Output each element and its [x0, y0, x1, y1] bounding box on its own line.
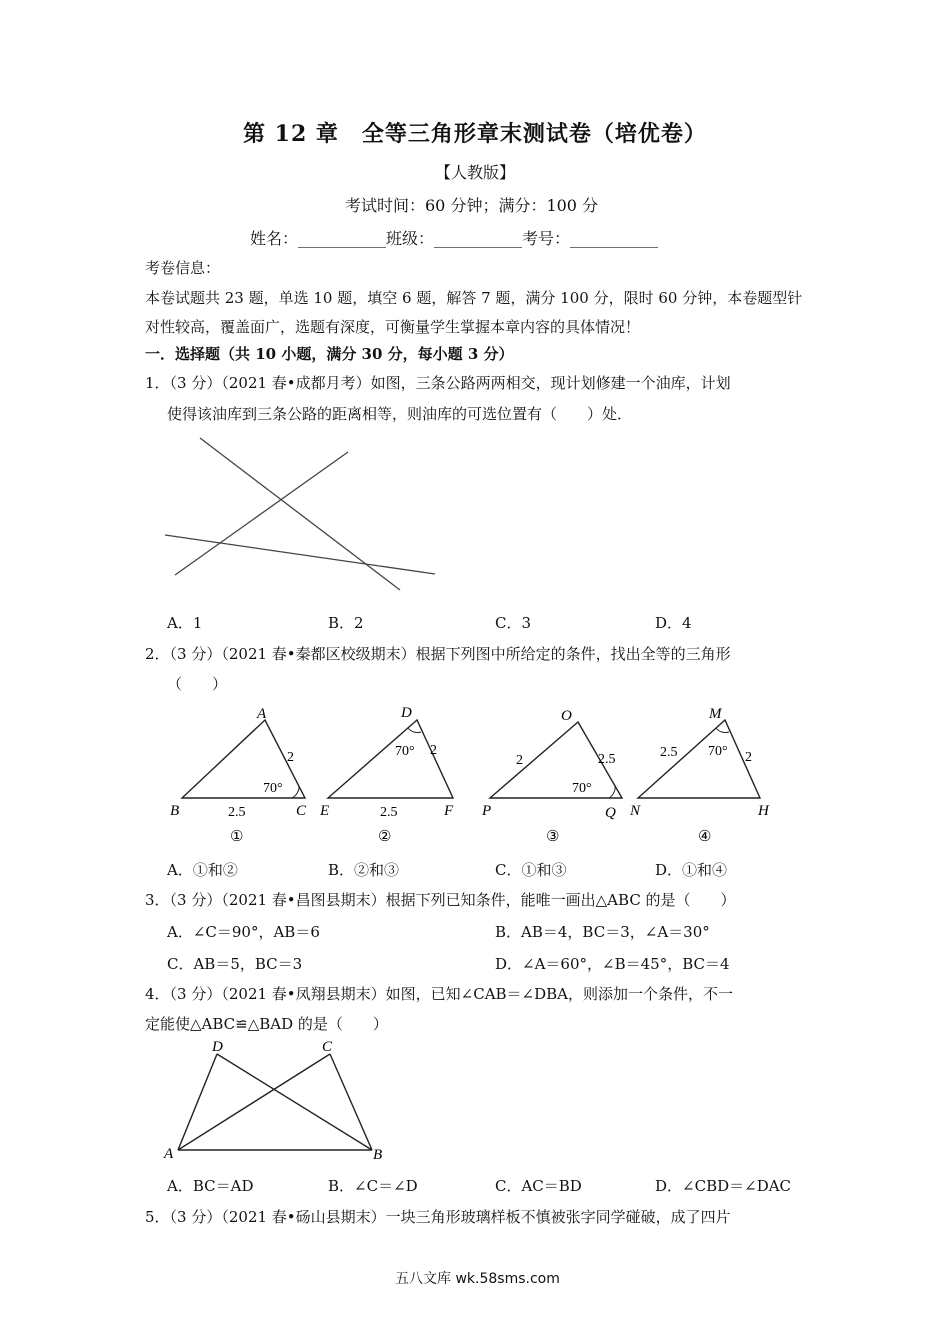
t3-angle: 70° [572, 781, 592, 796]
t2-side-right: 2 [430, 743, 437, 758]
edition-label: 【人教版】 [435, 163, 516, 182]
t3-side-left: 2 [516, 753, 523, 768]
q4-option-a[interactable]: A．BC＝AD [167, 1177, 254, 1195]
student-fields: 姓名：___________班级：___________考号：___________ [250, 229, 659, 248]
t2-angle: 70° [395, 744, 415, 759]
t2-side-bottom: 2.5 [380, 805, 398, 820]
t1-vertex-left: B [170, 803, 180, 819]
t1-side-right: 2 [287, 750, 294, 765]
section-heading: 一．选择题（共 10 小题，满分 30 分，每小题 3 分） [145, 345, 514, 363]
t1-vertex-top: A [257, 706, 267, 722]
q1-line-2: 使得该油库到三条公路的距离相等，则油库的可选位置有（ ）处． [167, 405, 633, 423]
t1-vertex-right: C [296, 803, 307, 819]
t1-angle: 70° [263, 781, 283, 796]
q3-option-d[interactable]: D．∠A＝60°，∠B＝45°，BC＝4 [495, 955, 730, 973]
triangle-1 [170, 706, 307, 845]
q4-option-d[interactable]: D．∠CBD＝∠DAC [655, 1177, 792, 1195]
q4-line-1: 4．（3 分）（2021 春•凤翔县期末）如图，已知∠CAB＝∠DBA，则添加一个条件，不一 [145, 985, 733, 1003]
q1-roads-figure [160, 432, 450, 602]
page-title: 第 12 章 全等三角形章末测试卷（培优卷） [243, 121, 707, 147]
q4-option-c[interactable]: C．AC＝BD [495, 1177, 582, 1195]
triangle-4 [629, 706, 770, 845]
q4-line-2: 定能使△ABC≌△BAD 的是（ ） [145, 1015, 388, 1033]
segment-cb [330, 1054, 372, 1150]
segment-ac [178, 1054, 330, 1150]
t4-vertex-top: M [709, 706, 722, 722]
q4-option-b[interactable]: B．∠C＝∠D [328, 1177, 418, 1195]
q1-line-1: 1．（3 分）（2021 春•成都月考）如图，三条公路两两相交，现计划修建一个油库，计划 [145, 374, 731, 392]
t4-vertex-right: H [758, 803, 769, 819]
q2-option-d[interactable]: D．①和④ [655, 861, 728, 879]
t4-side-left: 2.5 [660, 745, 678, 760]
q2-option-b[interactable]: B．②和③ [328, 861, 400, 879]
t3-number: ③ [546, 829, 560, 845]
q4-vertex-b: B [373, 1147, 383, 1163]
road-line-2 [175, 452, 348, 575]
q3-option-a[interactable]: A．∠C＝90°，AB＝6 [167, 923, 320, 941]
q2-option-c[interactable]: C．①和③ [495, 861, 567, 879]
info-line-1: 本卷试题共 23 题，单选 10 题，填空 6 题，解答 7 题，满分 100 分，限时 60 分钟，本卷题型针 [145, 289, 803, 307]
q1-option-b[interactable]: B．2 [328, 614, 364, 632]
q4-vertex-a: A [164, 1146, 174, 1162]
q3-option-c[interactable]: C．AB＝5，BC＝3 [167, 955, 303, 973]
t3-side-right: 2.5 [598, 752, 616, 767]
q2-triangles-figure [160, 700, 800, 850]
exam-info: 考试时间：60 分钟；满分：100 分 [345, 196, 599, 215]
t2-vertex-left: E [320, 803, 330, 819]
t1-number: ① [230, 829, 244, 845]
segment-db [217, 1054, 372, 1150]
t2-vertex-right: F [444, 803, 454, 819]
q3-line-1: 3．（3 分）（2021 春•昌图县期末）根据下列已知条件，能唯一画出△ABC 的是（ ） [145, 891, 736, 909]
info-line-2: 对性较高，覆盖面广，选题有深度，可衡量学生掌握本章内容的具体情况！ [145, 318, 641, 336]
q4-quadrilateral-figure [160, 1036, 400, 1166]
q2-line-1: 2．（3 分）（2021 春•秦都区校级期末）根据下列图中所给定的条件，找出全等的三角形 [145, 645, 731, 663]
q2-line-2: （ ） [167, 675, 228, 693]
q1-option-a[interactable]: A．1 [167, 614, 203, 632]
q4-vertex-c: C [322, 1039, 333, 1055]
t4-vertex-left: N [630, 803, 641, 819]
q2-option-a[interactable]: A．①和② [167, 861, 238, 879]
t3-vertex-top: O [561, 708, 572, 724]
footer-watermark: 五八文库 wk.58sms.com [395, 1271, 560, 1287]
q1-option-c[interactable]: C．3 [495, 614, 532, 632]
segment-ad [178, 1054, 217, 1150]
t2-number: ② [378, 829, 392, 845]
t4-side-right: 2 [745, 750, 752, 765]
t3-vertex-left: P [482, 803, 492, 819]
t1-side-bottom: 2.5 [228, 805, 246, 820]
q5-line-1: 5．（3 分）（2021 春•砀山县期末）一块三角形玻璃样板不慎被张字同学碰破，成了四片 [145, 1208, 731, 1226]
triangle-2 [319, 705, 454, 845]
triangle-3 [481, 708, 622, 845]
q1-option-d[interactable]: D．4 [655, 614, 692, 632]
q3-option-b[interactable]: B．AB＝4，BC＝3，∠A＝30° [495, 923, 710, 941]
t4-angle: 70° [708, 744, 728, 759]
t4-number: ④ [698, 829, 712, 845]
road-line-1 [200, 438, 400, 590]
road-line-3 [165, 535, 435, 574]
t3-vertex-right: Q [605, 805, 616, 821]
info-label: 考卷信息： [145, 259, 221, 277]
t2-vertex-top: D [401, 705, 412, 721]
q4-vertex-d: D [212, 1039, 223, 1055]
